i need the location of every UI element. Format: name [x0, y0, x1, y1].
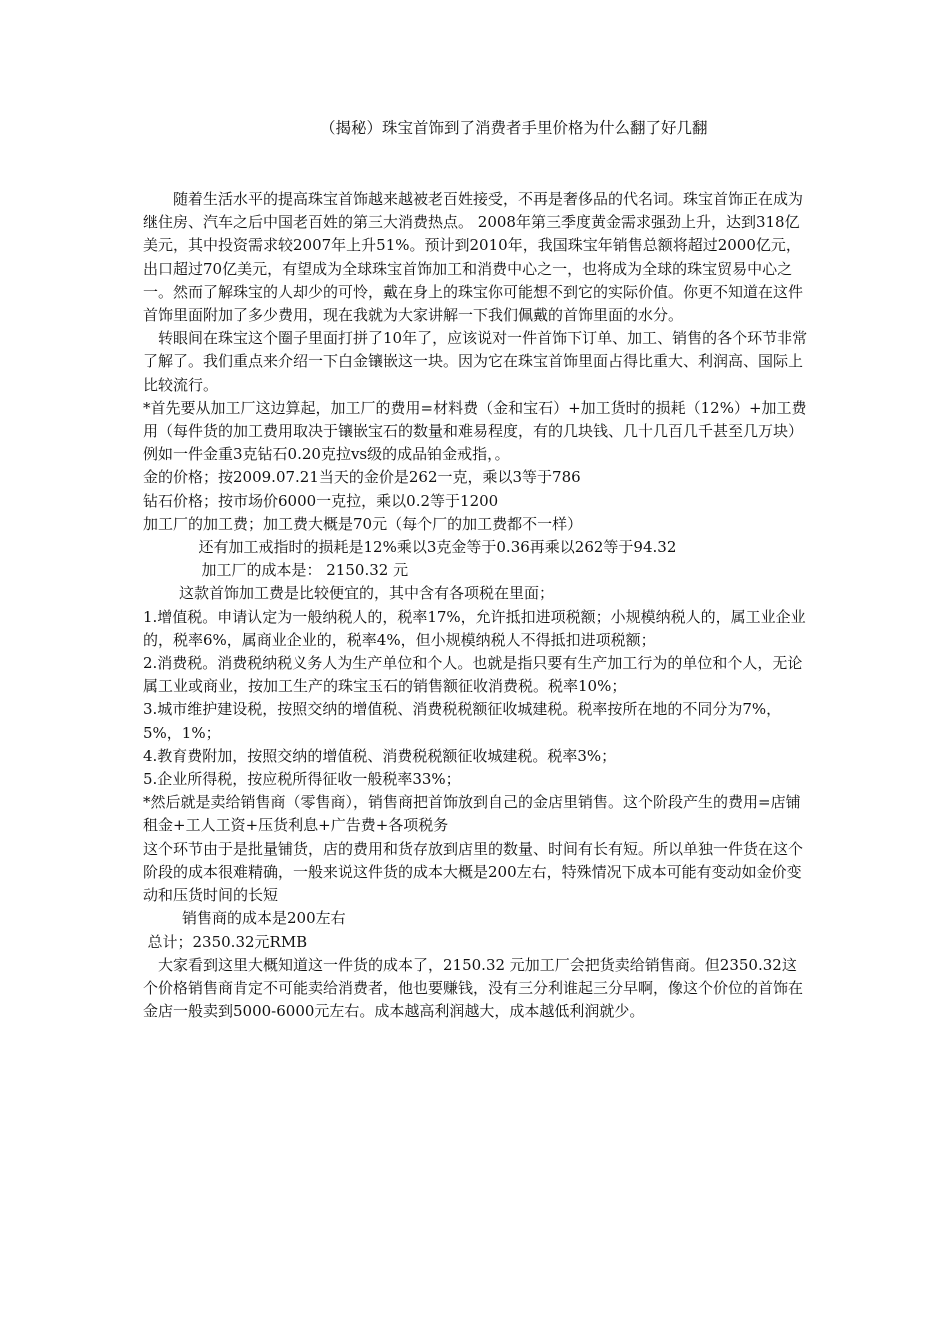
- article-body: [143, 188, 810, 1023]
- paragraph-processing-fee: 加工厂的加工费；加工费大概是70元（每个厂的加工费都不一样）: [143, 514, 583, 533]
- paragraph-example: 例如一件金重3克钻石0.20克拉vs级的成品铂金戒指，。: [143, 445, 510, 464]
- paragraph-factory-total: 加工厂的成本是： 2150.32 元: [201, 561, 409, 580]
- paragraph-retail-cost: 这个环节由于是批量铺货，店的费用和货存放到店里的数量、时间有长有短。所以单独一件货在这个阶段的成本很难精确，一般来说这件货的成本大概是200左右，特殊情况下成本可能有变动如金价变动和压货时间的长短: [143, 839, 804, 905]
- paragraph-loss: 还有加工戒指时的损耗是12%乘以3克金等于0.36再乘以262等于94.32: [198, 538, 677, 557]
- paragraph-factory-cost: *首先要从加工厂这边算起，加工厂的费用=材料费（金和宝石）+加工货时的损耗（12%）+加工费用（每件货的加工费用取决于镶嵌宝石的数量和难易程度，有的几块钱、几十几百几千甚至几万块）: [143, 398, 807, 441]
- paragraph-vat: 1.增值税。申请认定为一般纳税人的，税率17%，允许抵扣进项税额；小规模纳税人的，属工业企业的，税率6%，属商业企业的，税率4%，但小规模纳税人不得抵扣进项税额；: [143, 607, 806, 649]
- paragraph-conclusion: 大家看到这里大概知道这一件货的成本了，2150.32 元加工厂会把货卖给销售商。但2350.32这个价格销售商肯定不可能卖给消费者，他也要赚钱，没有三分利谁起三分早啊，像这个价位的首饰在金店一般卖到5000-6000元左右。成本越高利润越大，成本越低利润就少。: [143, 955, 804, 1021]
- paragraph-education-fee: 4.教育费附加，按照交纳的增值税、消费税税额征收城建税。税率3%；: [143, 746, 617, 765]
- paragraph-income-tax: 5.企业所得税，按应税所得征收一般税率33%；: [143, 770, 461, 789]
- paragraph-diamond-price: 钻石价格；按市场价6000一克拉，乘以0.2等于1200: [143, 491, 499, 510]
- paragraph-city-tax: 3.城市维护建设税，按照交纳的增值税、消费税税额征收城建税。税率按所在地的不同分为7%，5%，1%；: [143, 700, 782, 742]
- paragraph-intro: 随着生活水平的提高珠宝首饰越来越被老百姓接受，不再是奢侈品的代名词。珠宝首饰正在成为继住房、汽车之后中国老百姓的第三大消费热点。 2008年第三季度黄金需求强劲上升，达到318亿美元，其中投资需求较2007年上升51%。预计到2010年，我国珠宝年销售总额将超过2000亿元，出口超过70亿美元，有望成为全球珠宝首饰加工和消费中心之一，也将成为全球的珠宝贸易中心之一。然而了解珠宝的人却少的可怜，戴在身上的珠宝你可能想不到它的实际价值。你更不知道在这件首饰里面附加了多少费用，现在我就为大家讲解一下我们佩戴的首饰里面的水分。: [143, 190, 804, 325]
- paragraph-retailer: *然后就是卖给销售商（零售商），销售商把首饰放到自己的金店里销售。这个阶段产生的费用=店铺租金+工人工资+压货利息+广告费+各项税务: [143, 793, 801, 835]
- paragraph-gold-price: 金的价格；按2009.07.21当天的金价是262一克，乘以3等于786: [143, 468, 581, 487]
- paragraph-tax-intro: 这款首饰加工费是比较便宜的，其中含有各项税在里面；: [179, 584, 555, 603]
- page-title: （揭秘）珠宝首饰到了消费者手里价格为什么翻了好几翻: [320, 119, 708, 137]
- paragraph-consumption-tax: 2.消费税。消费税纳税义务人为生产单位和个人。也就是指只要有生产加工行为的单位和个人，无论属工业或商业，按加工生产的珠宝玉石的销售额征收消费税。税率10%；: [143, 654, 803, 696]
- paragraph-grand-total: 总计；2350.32元RMB: [147, 932, 308, 951]
- paragraph-retailer-total: 销售商的成本是200左右: [182, 909, 346, 928]
- paragraph-experience: 转眼间在珠宝这个圈子里面打拼了10年了，应该说对一件首饰下订单、加工、销售的各个环节非常了解了。我们重点来介绍一下白金镶嵌这一块。因为它在珠宝首饰里面占得比重大、利润高、国际上比较流行。: [143, 329, 808, 394]
